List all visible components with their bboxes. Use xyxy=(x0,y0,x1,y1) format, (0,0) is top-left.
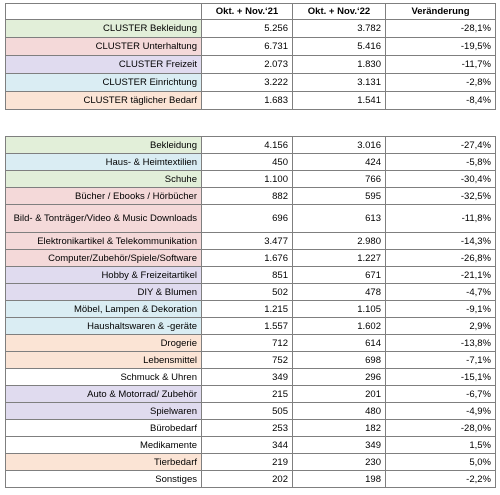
value-2022: 296 xyxy=(293,369,386,386)
table-row xyxy=(6,137,496,154)
table-row xyxy=(6,301,496,318)
value-2021: 1.215 xyxy=(202,301,293,318)
value-2022: 1.830 xyxy=(293,56,386,74)
value-change: -11,7% xyxy=(386,56,496,74)
row-label: Möbel, Lampen & Dekoration xyxy=(6,301,202,318)
value-change: -14,3% xyxy=(386,233,496,250)
table-row xyxy=(6,250,496,267)
value-2022: 478 xyxy=(293,284,386,301)
value-2022: 5.416 xyxy=(293,38,386,56)
value-2022: 698 xyxy=(293,352,386,369)
header-2021: Okt. + Nov.‘21 xyxy=(202,4,293,20)
value-2022: 230 xyxy=(293,454,386,471)
value-change: -11,8% xyxy=(386,205,496,233)
value-2022: 182 xyxy=(293,420,386,437)
value-change: -8,4% xyxy=(386,92,496,110)
row-label: Bild- & Tonträger/Video & Music Downloads xyxy=(6,205,202,233)
row-label: Schuhe xyxy=(6,171,202,188)
value-2021: 502 xyxy=(202,284,293,301)
value-2022: 1.602 xyxy=(293,318,386,335)
table-row xyxy=(6,20,496,38)
value-change: 1,5% xyxy=(386,437,496,454)
value-2021: 253 xyxy=(202,420,293,437)
value-2021: 505 xyxy=(202,403,293,420)
header-label xyxy=(6,4,202,20)
table-row xyxy=(6,171,496,188)
value-2022: 424 xyxy=(293,154,386,171)
value-change: -21,1% xyxy=(386,267,496,284)
value-2021: 6.731 xyxy=(202,38,293,56)
value-2021: 1.100 xyxy=(202,171,293,188)
row-label: DIY & Blumen xyxy=(6,284,202,301)
value-2021: 3.477 xyxy=(202,233,293,250)
value-2021: 2.073 xyxy=(202,56,293,74)
value-2021: 450 xyxy=(202,154,293,171)
row-label: Medikamente xyxy=(6,437,202,454)
value-2022: 3.782 xyxy=(293,20,386,38)
value-2021: 882 xyxy=(202,188,293,205)
row-label: Haus- & Heimtextilien xyxy=(6,154,202,171)
value-change: 2,9% xyxy=(386,318,496,335)
value-change: -27,4% xyxy=(386,137,496,154)
value-2022: 614 xyxy=(293,335,386,352)
value-2021: 349 xyxy=(202,369,293,386)
value-2021: 752 xyxy=(202,352,293,369)
row-label: CLUSTER Bekleidung xyxy=(6,20,202,38)
value-2021: 1.676 xyxy=(202,250,293,267)
table-row xyxy=(6,437,496,454)
row-label: Spielwaren xyxy=(6,403,202,420)
value-change: -30,4% xyxy=(386,171,496,188)
table-row xyxy=(6,471,496,488)
value-change: -9,1% xyxy=(386,301,496,318)
row-label: Bekleidung xyxy=(6,137,202,154)
value-2021: 215 xyxy=(202,386,293,403)
value-change: 5,0% xyxy=(386,454,496,471)
table-row xyxy=(6,318,496,335)
value-2021: 696 xyxy=(202,205,293,233)
table-row xyxy=(6,403,496,420)
value-change: -32,5% xyxy=(386,188,496,205)
value-2021: 1.557 xyxy=(202,318,293,335)
cluster-table xyxy=(5,3,496,110)
row-label: Lebensmittel xyxy=(6,352,202,369)
table-row xyxy=(6,154,496,171)
value-change: -28,1% xyxy=(386,20,496,38)
table-row xyxy=(6,188,496,205)
row-label: Bücher / Ebooks / Hörbücher xyxy=(6,188,202,205)
row-label: CLUSTER täglicher Bedarf xyxy=(6,92,202,110)
table-row xyxy=(6,386,496,403)
row-label: Elektronikartikel & Telekommunikation xyxy=(6,233,202,250)
header-change: Veränderung xyxy=(386,4,496,20)
value-change: -19,5% xyxy=(386,38,496,56)
value-2021: 4.156 xyxy=(202,137,293,154)
value-2021: 202 xyxy=(202,471,293,488)
value-2021: 219 xyxy=(202,454,293,471)
category-table xyxy=(5,136,496,488)
value-2022: 1.105 xyxy=(293,301,386,318)
table-row xyxy=(6,352,496,369)
table-row xyxy=(6,284,496,301)
row-label: Hobby & Freizeitartikel xyxy=(6,267,202,284)
row-label: Computer/Zubehör/Spiele/Software xyxy=(6,250,202,267)
value-change: -15,1% xyxy=(386,369,496,386)
row-label: CLUSTER Einrichtung xyxy=(6,74,202,92)
value-2022: 3.016 xyxy=(293,137,386,154)
value-change: -7,1% xyxy=(386,352,496,369)
value-change: -2,2% xyxy=(386,471,496,488)
value-2021: 712 xyxy=(202,335,293,352)
table-row xyxy=(6,267,496,284)
table-row xyxy=(6,74,496,92)
value-change: -6,7% xyxy=(386,386,496,403)
value-2021: 344 xyxy=(202,437,293,454)
header-2022: Okt. + Nov.‘22 xyxy=(293,4,386,20)
value-2022: 1.541 xyxy=(293,92,386,110)
table-row xyxy=(6,335,496,352)
value-2021: 3.222 xyxy=(202,74,293,92)
row-label: CLUSTER Freizeit xyxy=(6,56,202,74)
table-row xyxy=(6,38,496,56)
table-row xyxy=(6,205,496,233)
value-2022: 198 xyxy=(293,471,386,488)
value-2022: 613 xyxy=(293,205,386,233)
value-2021: 5.256 xyxy=(202,20,293,38)
value-2022: 480 xyxy=(293,403,386,420)
table-row xyxy=(6,420,496,437)
row-label: Bürobedarf xyxy=(6,420,202,437)
row-label: Tierbedarf xyxy=(6,454,202,471)
value-2022: 3.131 xyxy=(293,74,386,92)
row-label: Auto & Motorrad/ Zubehör xyxy=(6,386,202,403)
value-change: -26,8% xyxy=(386,250,496,267)
table-row xyxy=(6,454,496,471)
value-change: -5,8% xyxy=(386,154,496,171)
value-2022: 671 xyxy=(293,267,386,284)
value-change: -4,9% xyxy=(386,403,496,420)
value-change: -4,7% xyxy=(386,284,496,301)
value-change: -28,0% xyxy=(386,420,496,437)
value-2021: 1.683 xyxy=(202,92,293,110)
value-change: -2,8% xyxy=(386,74,496,92)
value-2022: 1.227 xyxy=(293,250,386,267)
header-row xyxy=(6,4,496,20)
table-row xyxy=(6,56,496,74)
table-row xyxy=(6,233,496,250)
row-label: Haushaltswaren & -geräte xyxy=(6,318,202,335)
value-2022: 201 xyxy=(293,386,386,403)
value-2022: 2.980 xyxy=(293,233,386,250)
row-label: Schmuck & Uhren xyxy=(6,369,202,386)
value-2022: 595 xyxy=(293,188,386,205)
row-label: Drogerie xyxy=(6,335,202,352)
value-2022: 349 xyxy=(293,437,386,454)
value-2022: 766 xyxy=(293,171,386,188)
table-row xyxy=(6,369,496,386)
value-2021: 851 xyxy=(202,267,293,284)
value-change: -13,8% xyxy=(386,335,496,352)
row-label: Sonstiges xyxy=(6,471,202,488)
table-row xyxy=(6,92,496,110)
row-label: CLUSTER Unterhaltung xyxy=(6,38,202,56)
